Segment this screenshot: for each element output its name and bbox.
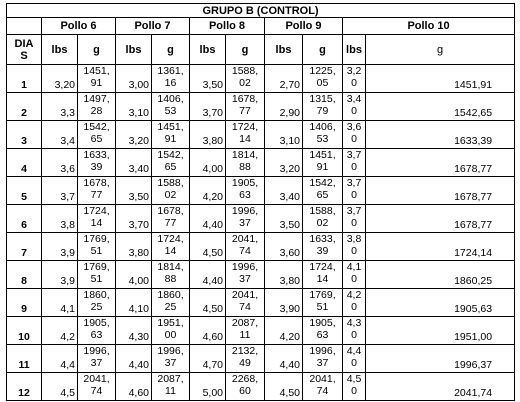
g-cell-10: 1678,77	[366, 149, 515, 177]
lbs-cell-10-part: 3,4	[346, 93, 362, 105]
g-cell-8-part: 88	[239, 161, 251, 173]
lbs-cell-7: 4,30	[116, 317, 152, 345]
lbs-cell-10-part: 0	[351, 301, 357, 313]
table-row	[7, 93, 515, 121]
g-header-8: g	[226, 35, 265, 65]
g-cell-10: 1451,91	[366, 65, 515, 93]
g-cell-6	[78, 345, 116, 373]
g-cell-10: 1724,14	[366, 233, 515, 261]
pollo-10-header: Pollo 10	[343, 18, 515, 35]
g-cell-9-part: 51	[316, 301, 329, 313]
g-cell-6	[78, 233, 116, 261]
g-cell-6-part: 1905,	[83, 317, 110, 329]
g-cell-6-part: 51	[90, 245, 103, 257]
g-cell-8-part: 63	[239, 189, 251, 201]
pollo-8-header: Pollo 8	[190, 18, 265, 35]
g-cell-9-part: 1905,	[309, 317, 336, 329]
g-cell-10: 1996,37	[366, 345, 515, 373]
g-cell-6-part: 37	[90, 357, 103, 369]
g-cell-7-part: 1724,	[157, 233, 184, 245]
g-cell-7-part: 37	[164, 357, 177, 369]
lbs-cell-10-part: 3,8	[346, 233, 362, 245]
lbs-cell-7: 4,60	[116, 373, 152, 401]
g-cell-10: 1860,25	[366, 261, 515, 289]
lbs-cell-10-part: 4,2	[346, 289, 362, 301]
g-cell-8	[226, 289, 265, 317]
g-cell-8	[226, 177, 265, 205]
g-cell-7-part: 1678,	[157, 205, 184, 217]
g-cell-6-part: 74	[90, 385, 103, 397]
g-cell-7-part: 91	[164, 133, 177, 145]
unit-header-row	[7, 35, 515, 65]
g-cell-7-part: 1814,	[157, 261, 184, 273]
g-cell-6	[78, 261, 116, 289]
g-cell-7-part: 16	[164, 77, 177, 89]
table-row	[7, 233, 515, 261]
g-cell-7	[152, 345, 190, 373]
g-cell-8-part: 02	[239, 77, 251, 89]
lbs-cell-6: 4,1	[42, 289, 78, 317]
dias-header	[7, 35, 42, 65]
dia-cell: 11	[7, 345, 42, 373]
g-cell-9	[303, 149, 343, 177]
pollo-7-header: Pollo 7	[116, 18, 190, 35]
g-cell-6-part: 1678,	[83, 177, 110, 189]
g-cell-6	[78, 289, 116, 317]
dia-cell: 3	[7, 121, 42, 149]
lbs-cell-7: 4,00	[116, 261, 152, 289]
lbs-cell-7: 3,40	[116, 149, 152, 177]
g-cell-7-part: 65	[164, 161, 177, 173]
g-cell-10: 1542,65	[366, 93, 515, 121]
g-cell-8	[226, 205, 265, 233]
dia-cell: 1	[7, 65, 42, 93]
lbs-cell-10	[343, 373, 366, 401]
g-cell-9	[303, 373, 343, 401]
g-cell-8-part: 1814,	[231, 149, 259, 161]
lbs-cell-9: 3,20	[265, 149, 303, 177]
g-cell-10: 2041,74	[366, 373, 515, 401]
grupo-b-table	[6, 3, 515, 401]
g-cell-9-part: 1225,	[309, 65, 336, 77]
dia-cell: 12	[7, 373, 42, 401]
lbs-cell-6: 3,20	[42, 65, 78, 93]
g-cell-6	[78, 317, 116, 345]
g-cell-7	[152, 317, 190, 345]
lbs-cell-10-part: 3,7	[346, 149, 362, 161]
lbs-cell-8: 4,70	[190, 345, 226, 373]
g-cell-7	[152, 177, 190, 205]
g-cell-8-part: 1996,	[231, 261, 259, 273]
g-cell-9-part: 1406,	[309, 121, 336, 133]
dia-cell: 6	[7, 205, 42, 233]
g-cell-7-part: 77	[164, 217, 177, 229]
g-cell-6-part: 1724,	[83, 205, 110, 217]
g-cell-7	[152, 205, 190, 233]
g-cell-9-part: 91	[316, 161, 329, 173]
lbs-cell-10-part: 0	[351, 273, 357, 285]
g-cell-9-part: 1633,	[309, 233, 336, 245]
lbs-cell-10-part: 0	[351, 189, 357, 201]
g-cell-7-part: 1451,	[157, 121, 184, 133]
lbs-cell-10	[343, 317, 366, 345]
g-cell-6-part: 65	[90, 133, 103, 145]
lbs-cell-9: 4,50	[265, 373, 303, 401]
g-cell-6	[78, 121, 116, 149]
lbs-cell-9: 3,10	[265, 121, 303, 149]
g-cell-7-part: 14	[164, 245, 177, 257]
lbs-cell-6: 3,9	[42, 261, 78, 289]
g-cell-7-part: 02	[164, 189, 177, 201]
lbs-cell-10-part: 0	[351, 105, 357, 117]
g-header-7: g	[152, 35, 190, 65]
lbs-cell-10	[343, 289, 366, 317]
lbs-cell-10-part: 0	[351, 133, 357, 145]
g-cell-6	[78, 373, 116, 401]
g-cell-6-part: 1497,	[83, 93, 110, 105]
g-cell-6-part: 91	[90, 77, 103, 89]
g-cell-7	[152, 65, 190, 93]
title-row	[7, 4, 515, 18]
g-cell-8	[226, 261, 265, 289]
lbs-cell-10-part: 0	[351, 385, 357, 397]
lbs-cell-10	[343, 177, 366, 205]
g-cell-9-part: 2041,	[309, 373, 336, 385]
g-header-6: g	[78, 35, 116, 65]
lbs-cell-8: 4,20	[190, 177, 226, 205]
lbs-cell-8: 4,50	[190, 289, 226, 317]
lbs-cell-6: 3,3	[42, 93, 78, 121]
g-cell-9	[303, 65, 343, 93]
g-cell-9-part: 63	[316, 329, 329, 341]
dia-cell: 7	[7, 233, 42, 261]
lbs-cell-10-part: 0	[351, 245, 357, 257]
lbs-cell-8: 4,50	[190, 233, 226, 261]
table-row	[7, 121, 515, 149]
g-cell-9-part: 1542,	[309, 177, 336, 189]
lbs-cell-7: 3,10	[116, 93, 152, 121]
lbs-header-10: lbs	[343, 35, 366, 65]
lbs-cell-10-part: 0	[351, 217, 357, 229]
dia-cell: 4	[7, 149, 42, 177]
g-cell-7-part: 1996,	[157, 345, 184, 357]
pollo-6-header: Pollo 6	[42, 18, 116, 35]
g-cell-7-part: 25	[164, 301, 177, 313]
dia-cell: 8	[7, 261, 42, 289]
g-cell-6-part: 1996,	[83, 345, 110, 357]
lbs-cell-8: 3,70	[190, 93, 226, 121]
g-cell-10: 1905,63	[366, 289, 515, 317]
g-cell-9	[303, 345, 343, 373]
g-cell-10: 1678,77	[366, 177, 515, 205]
g-cell-7	[152, 93, 190, 121]
table-row	[7, 373, 515, 401]
lbs-cell-10	[343, 93, 366, 121]
g-cell-6-part: 28	[90, 105, 103, 117]
g-cell-6-part: 77	[90, 189, 103, 201]
g-cell-8-part: 1996,	[231, 205, 259, 217]
lbs-header-6: lbs	[42, 35, 78, 65]
lbs-header-9: lbs	[265, 35, 303, 65]
lbs-cell-10-part: 4,5	[346, 373, 362, 385]
g-cell-7	[152, 289, 190, 317]
g-cell-7	[152, 233, 190, 261]
lbs-cell-9: 3,90	[265, 289, 303, 317]
g-cell-6	[78, 93, 116, 121]
g-cell-9-part: 39	[316, 245, 329, 257]
table-row	[7, 65, 515, 93]
g-cell-9	[303, 289, 343, 317]
lbs-cell-10-part: 4,1	[346, 261, 362, 273]
g-cell-7-part: 1406,	[157, 93, 184, 105]
g-cell-7-part: 11	[165, 385, 176, 397]
g-cell-9-part: 65	[316, 189, 329, 201]
g-cell-7-part: 2087,	[157, 373, 184, 385]
lbs-cell-6: 4,5	[42, 373, 78, 401]
g-cell-6-part: 1542,	[83, 121, 110, 133]
g-cell-9	[303, 261, 343, 289]
g-cell-8	[226, 93, 265, 121]
dia-cell: 9	[7, 289, 42, 317]
g-cell-6-part: 1451,	[83, 65, 110, 77]
lbs-cell-9: 4,20	[265, 317, 303, 345]
g-cell-6-part: 1769,	[83, 261, 110, 273]
g-cell-9-part: 1315,	[309, 93, 336, 105]
g-cell-8	[226, 373, 265, 401]
g-cell-9	[303, 177, 343, 205]
g-cell-8	[226, 233, 265, 261]
lbs-cell-10-part: 3,2	[346, 65, 362, 77]
g-cell-8-part: 1588,	[231, 65, 259, 77]
table-row	[7, 289, 515, 317]
g-cell-7-part: 53	[164, 105, 177, 117]
g-cell-7-part: 1951,	[157, 317, 184, 329]
lbs-cell-7: 3,70	[116, 205, 152, 233]
lbs-cell-10	[343, 345, 366, 373]
g-cell-6-part: 2041,	[83, 373, 110, 385]
lbs-cell-7: 3,50	[116, 177, 152, 205]
lbs-cell-10	[343, 205, 366, 233]
lbs-cell-7: 4,10	[116, 289, 152, 317]
table-row	[7, 177, 515, 205]
g-cell-9-part: 14	[316, 273, 329, 285]
g-cell-8-part: 14	[239, 133, 251, 145]
lbs-cell-8: 4,40	[190, 205, 226, 233]
g-cell-6-part: 39	[90, 161, 103, 173]
g-cell-9-part: 1724,	[309, 261, 336, 273]
lbs-cell-6: 4,4	[42, 345, 78, 373]
g-cell-6	[78, 65, 116, 93]
g-cell-7-part: 88	[164, 273, 177, 285]
dia-cell: 5	[7, 177, 42, 205]
lbs-cell-6: 3,4	[42, 121, 78, 149]
lbs-header-8: lbs	[190, 35, 226, 65]
g-cell-8-part: 1678,	[231, 93, 259, 105]
dias-header-line2: S	[20, 49, 28, 62]
dias-header-line1: DIA	[14, 37, 34, 50]
lbs-cell-8: 4,40	[190, 261, 226, 289]
g-cell-8-part: 74	[239, 245, 251, 257]
lbs-cell-7: 4,40	[116, 345, 152, 373]
g-cell-8	[226, 121, 265, 149]
lbs-cell-8: 3,80	[190, 121, 226, 149]
g-cell-10: 1678,77	[366, 205, 515, 233]
lbs-cell-9: 4,40	[265, 345, 303, 373]
lbs-cell-10-part: 0	[351, 357, 357, 369]
g-cell-8-part: 74	[239, 301, 251, 313]
lbs-cell-7: 3,80	[116, 233, 152, 261]
g-cell-7	[152, 121, 190, 149]
g-cell-9-part: 02	[316, 217, 329, 229]
lbs-cell-10-part: 3,7	[346, 177, 362, 189]
table-row	[7, 261, 515, 289]
table-row	[7, 205, 515, 233]
g-cell-9	[303, 93, 343, 121]
g-cell-8-part: 2041,	[231, 289, 259, 301]
g-cell-8-part: 37	[239, 273, 251, 285]
g-cell-8-part: 60	[239, 385, 251, 397]
g-cell-8-part: 1724,	[231, 121, 259, 133]
lbs-cell-9: 3,50	[265, 205, 303, 233]
lbs-cell-10-part: 0	[351, 161, 357, 173]
lbs-cell-6: 3,7	[42, 177, 78, 205]
g-cell-9-part: 1996,	[309, 345, 336, 357]
lbs-cell-7: 3,00	[116, 65, 152, 93]
g-cell-9-part: 1588,	[309, 205, 336, 217]
pollo-9-header: Pollo 9	[265, 18, 343, 35]
g-cell-7-part: 1542,	[157, 149, 184, 161]
lbs-cell-6: 4,2	[42, 317, 78, 345]
lbs-cell-10-part: 3,7	[346, 205, 362, 217]
g-cell-7	[152, 373, 190, 401]
g-cell-7	[152, 149, 190, 177]
g-cell-7-part: 1860,	[157, 289, 184, 301]
g-cell-8-part: 77	[239, 105, 251, 117]
g-cell-6-part: 51	[90, 273, 103, 285]
lbs-cell-10-part: 0	[351, 329, 357, 341]
lbs-cell-8: 5,00	[190, 373, 226, 401]
lbs-cell-10-part: 3,6	[346, 121, 362, 133]
g-cell-8	[226, 345, 265, 373]
lbs-cell-9: 3,60	[265, 233, 303, 261]
table-row	[7, 345, 515, 373]
g-cell-7-part: 1588,	[157, 177, 184, 189]
lbs-cell-8: 3,50	[190, 65, 226, 93]
lbs-cell-10	[343, 65, 366, 93]
table-row	[7, 149, 515, 177]
lbs-cell-10-part: 0	[351, 77, 357, 89]
g-cell-9-part: 79	[316, 105, 329, 117]
g-cell-8	[226, 65, 265, 93]
g-cell-10: 1951,00	[366, 317, 515, 345]
g-cell-6-part: 1633,	[83, 149, 110, 161]
g-cell-6-part: 63	[90, 329, 103, 341]
g-cell-6	[78, 205, 116, 233]
lbs-cell-10	[343, 149, 366, 177]
g-cell-8	[226, 149, 265, 177]
lbs-cell-6: 3,9	[42, 233, 78, 261]
lbs-cell-10	[343, 261, 366, 289]
dia-cell: 10	[7, 317, 42, 345]
lbs-cell-9: 2,70	[265, 65, 303, 93]
lbs-cell-6: 3,8	[42, 205, 78, 233]
lbs-cell-10-part: 4,4	[346, 345, 362, 357]
lbs-cell-8: 4,60	[190, 317, 226, 345]
g-cell-9-part: 74	[316, 385, 329, 397]
g-cell-6	[78, 177, 116, 205]
lbs-header-7: lbs	[116, 35, 152, 65]
g-header-10: g	[366, 35, 515, 65]
g-cell-9	[303, 121, 343, 149]
g-cell-6	[78, 149, 116, 177]
g-cell-8	[226, 317, 265, 345]
g-cell-8-part: 2132,	[231, 345, 259, 357]
lbs-cell-10-part: 4,3	[346, 317, 362, 329]
g-cell-8-part: 1905,	[231, 177, 259, 189]
g-cell-6-part: 14	[90, 217, 103, 229]
g-cell-9-part: 1451,	[309, 149, 336, 161]
data-table-container	[6, 3, 514, 399]
g-cell-9-part: 53	[316, 133, 329, 145]
g-cell-9	[303, 233, 343, 261]
lbs-cell-10	[343, 233, 366, 261]
g-cell-8-part: 37	[239, 217, 251, 229]
dia-cell: 2	[7, 93, 42, 121]
lbs-cell-9: 3,40	[265, 177, 303, 205]
g-cell-7	[152, 261, 190, 289]
g-cell-8-part: 49	[239, 357, 251, 369]
pollo-header-row	[7, 18, 515, 35]
lbs-cell-9: 3,80	[265, 261, 303, 289]
g-cell-9-part: 37	[316, 357, 329, 369]
g-cell-9	[303, 205, 343, 233]
lbs-cell-7: 3,20	[116, 121, 152, 149]
g-cell-9-part: 05	[316, 77, 329, 89]
g-cell-9-part: 1769,	[309, 289, 336, 301]
lbs-cell-9: 2,90	[265, 93, 303, 121]
g-cell-6-part: 25	[90, 301, 103, 313]
g-cell-8-part: 2041,	[231, 233, 259, 245]
g-cell-8-part: 2087,	[231, 317, 259, 329]
g-header-9: g	[303, 35, 343, 65]
g-cell-9	[303, 317, 343, 345]
g-cell-7-part: 00	[164, 329, 177, 341]
blank-corner-cell	[7, 18, 42, 35]
lbs-cell-6: 3,6	[42, 149, 78, 177]
g-cell-8-part: 2268,	[231, 373, 259, 385]
g-cell-10: 1633,39	[366, 121, 515, 149]
g-cell-8-part: 11	[239, 329, 251, 341]
g-cell-6-part: 1769,	[83, 233, 110, 245]
table-title: GRUPO B (CONTROL)	[7, 4, 515, 18]
g-cell-6-part: 1860,	[83, 289, 110, 301]
g-cell-7-part: 1361,	[157, 65, 184, 77]
lbs-cell-8: 4,00	[190, 149, 226, 177]
lbs-cell-10	[343, 121, 366, 149]
table-row	[7, 317, 515, 345]
